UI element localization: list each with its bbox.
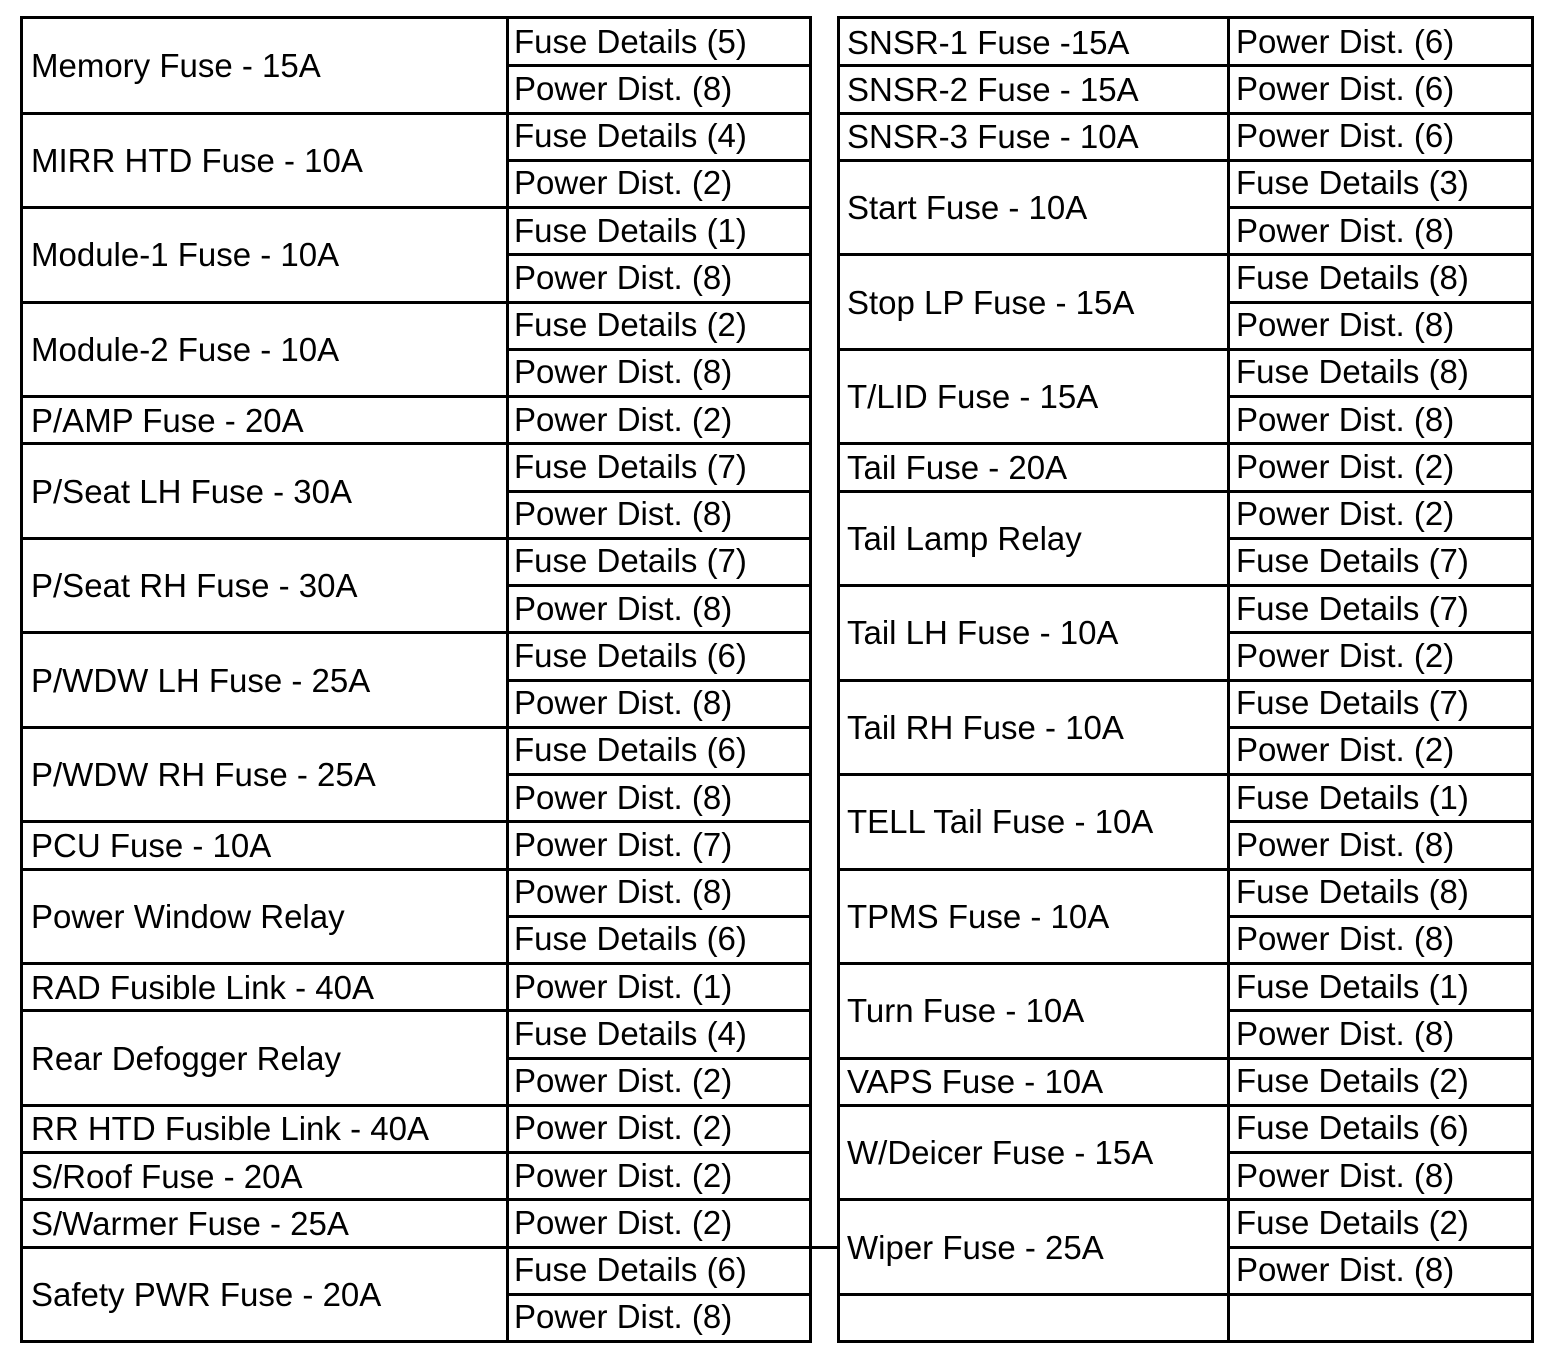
right-sub-row-divider bbox=[1228, 206, 1534, 209]
left-reference-label: Power Dist. (2) bbox=[514, 1203, 733, 1241]
right-reference-label: Power Dist. (8) bbox=[1236, 1251, 1455, 1289]
left-component-label: Power Window Relay bbox=[31, 897, 345, 935]
left-reference-label: Power Dist. (8) bbox=[514, 684, 733, 722]
right-table-top-border bbox=[838, 16, 1534, 19]
right-sub-row-divider bbox=[1228, 631, 1534, 634]
left-row-divider bbox=[21, 1104, 812, 1107]
left-reference-label: Power Dist. (2) bbox=[514, 1062, 733, 1100]
left-sub-row-divider bbox=[507, 159, 812, 162]
right-sub-row-divider bbox=[1228, 915, 1534, 918]
right-component-label: T/LID Fuse - 15A bbox=[847, 378, 1099, 415]
right-reference-label: Fuse Details (2) bbox=[1236, 1203, 1469, 1241]
left-reference-label: Power Dist. (2) bbox=[514, 1156, 733, 1194]
right-row-divider bbox=[838, 348, 1534, 351]
left-component-label: Memory Fuse - 15A bbox=[31, 47, 321, 85]
right-sub-row-divider bbox=[1228, 1151, 1534, 1154]
right-sub-row-divider bbox=[1228, 537, 1534, 540]
left-reference-label: Power Dist. (8) bbox=[514, 495, 733, 533]
right-component-label: W/Deicer Fuse - 15A bbox=[847, 1134, 1154, 1171]
left-reference-label: Fuse Details (5) bbox=[514, 22, 747, 60]
left-component-label: PCU Fuse - 10A bbox=[31, 826, 272, 864]
right-reference-label: Power Dist. (6) bbox=[1236, 69, 1455, 107]
left-row-divider bbox=[21, 537, 812, 540]
right-reference-label: Power Dist. (8) bbox=[1236, 825, 1455, 863]
left-reference-label: Fuse Details (1) bbox=[514, 211, 747, 249]
left-column-separator bbox=[506, 16, 509, 1343]
right-row-divider bbox=[838, 962, 1534, 965]
left-component-label: Rear Defogger Relay bbox=[31, 1039, 341, 1077]
right-row-divider bbox=[838, 490, 1534, 493]
left-reference-label: Fuse Details (6) bbox=[514, 1251, 747, 1289]
left-reference-label: Fuse Details (4) bbox=[514, 1014, 747, 1052]
right-row-divider bbox=[838, 64, 1534, 67]
right-column-separator bbox=[1227, 16, 1230, 1343]
left-component-label: P/Seat RH Fuse - 30A bbox=[31, 567, 358, 604]
left-reference-label: Fuse Details (6) bbox=[514, 636, 747, 674]
left-reference-label: Fuse Details (4) bbox=[514, 117, 747, 155]
left-sub-row-divider bbox=[507, 584, 812, 587]
right-row-divider bbox=[838, 1057, 1534, 1060]
left-sub-row-divider bbox=[507, 64, 812, 67]
left-reference-label: Power Dist. (8) bbox=[514, 778, 733, 816]
right-component-label: Tail Fuse - 20A bbox=[847, 448, 1068, 486]
right-sub-row-divider bbox=[1228, 1246, 1534, 1249]
right-reference-label: Fuse Details (2) bbox=[1236, 1062, 1469, 1100]
right-row-divider bbox=[838, 112, 1534, 115]
right-row-divider bbox=[838, 253, 1534, 256]
right-reference-label: Fuse Details (8) bbox=[1236, 873, 1469, 911]
right-sub-row-divider bbox=[1228, 1009, 1534, 1012]
left-row-divider bbox=[21, 1198, 812, 1201]
left-table-bottom-border bbox=[21, 1340, 812, 1343]
left-reference-label: Power Dist. (2) bbox=[514, 1109, 733, 1147]
right-reference-label: Power Dist. (8) bbox=[1236, 920, 1455, 958]
right-component-label: Stop LP Fuse - 15A bbox=[847, 283, 1135, 321]
right-table-left-border bbox=[837, 16, 840, 1343]
left-sub-row-divider bbox=[507, 348, 812, 351]
left-reference-label: Power Dist. (8) bbox=[514, 589, 733, 627]
right-sub-row-divider bbox=[1228, 820, 1534, 823]
left-component-label: RR HTD Fusible Link - 40A bbox=[31, 1110, 429, 1148]
left-sub-row-divider bbox=[507, 679, 812, 682]
left-component-label: Safety PWR Fuse - 20A bbox=[31, 1275, 382, 1313]
right-reference-label: Power Dist. (8) bbox=[1236, 306, 1455, 344]
left-row-divider bbox=[21, 726, 812, 729]
left-reference-label: Power Dist. (8) bbox=[514, 1298, 733, 1336]
left-row-divider bbox=[21, 1151, 812, 1154]
right-reference-label: Fuse Details (3) bbox=[1236, 164, 1469, 202]
right-component-label: SNSR-3 Fuse - 10A bbox=[847, 118, 1139, 156]
left-component-label: P/WDW RH Fuse - 25A bbox=[31, 756, 376, 793]
right-reference-label: Fuse Details (1) bbox=[1236, 778, 1469, 816]
right-table-bottom-border bbox=[838, 1340, 1534, 1343]
left-reference-label: Power Dist. (2) bbox=[514, 400, 733, 438]
right-component-label: Tail RH Fuse - 10A bbox=[847, 708, 1124, 746]
left-reference-label: Fuse Details (7) bbox=[514, 447, 747, 485]
right-row-divider bbox=[838, 1104, 1534, 1107]
right-component-label: TELL Tail Fuse - 10A bbox=[847, 803, 1154, 841]
right-sub-row-divider bbox=[1228, 301, 1534, 304]
left-component-label: RAD Fusible Link - 40A bbox=[31, 968, 374, 1006]
right-reference-label: Power Dist. (8) bbox=[1236, 400, 1455, 438]
right-row-divider bbox=[838, 159, 1534, 162]
left-row-divider bbox=[21, 1246, 812, 1249]
right-reference-label: Power Dist. (2) bbox=[1236, 495, 1455, 533]
left-row-divider bbox=[21, 962, 812, 965]
right-reference-label: Fuse Details (7) bbox=[1236, 589, 1469, 627]
right-component-label: TPMS Fuse - 10A bbox=[847, 897, 1110, 935]
gutter-connector bbox=[810, 1246, 839, 1249]
right-row-divider bbox=[838, 679, 1534, 682]
right-reference-label: Power Dist. (8) bbox=[1236, 1156, 1455, 1194]
right-row-divider bbox=[838, 1293, 1534, 1296]
right-component-label: Tail Lamp Relay bbox=[847, 519, 1082, 557]
left-row-divider bbox=[21, 301, 812, 304]
right-reference-label: Fuse Details (7) bbox=[1236, 684, 1469, 722]
right-reference-label: Fuse Details (8) bbox=[1236, 258, 1469, 296]
right-component-label: Start Fuse - 10A bbox=[847, 189, 1088, 226]
left-component-label: P/Seat LH Fuse - 30A bbox=[31, 472, 352, 510]
right-reference-label: Fuse Details (6) bbox=[1236, 1109, 1469, 1147]
right-sub-row-divider bbox=[1228, 726, 1534, 729]
right-component-label: Wiper Fuse - 25A bbox=[847, 1228, 1104, 1266]
left-sub-row-divider bbox=[507, 1057, 812, 1060]
left-table-top-border bbox=[21, 16, 812, 19]
right-component-label: VAPS Fuse - 10A bbox=[847, 1063, 1104, 1101]
left-row-divider bbox=[21, 631, 812, 634]
left-reference-label: Power Dist. (8) bbox=[514, 258, 733, 296]
right-component-label: SNSR-1 Fuse -15A bbox=[847, 23, 1130, 61]
right-reference-label: Power Dist. (2) bbox=[1236, 731, 1455, 769]
left-sub-row-divider bbox=[507, 253, 812, 256]
right-reference-label: Power Dist. (8) bbox=[1236, 211, 1455, 249]
left-sub-row-divider bbox=[507, 773, 812, 776]
right-sub-row-divider bbox=[1228, 395, 1534, 398]
left-table-left-border bbox=[20, 16, 23, 1343]
left-reference-label: Fuse Details (6) bbox=[514, 731, 747, 769]
left-reference-label: Power Dist. (8) bbox=[514, 873, 733, 911]
left-component-label: S/Roof Fuse - 20A bbox=[31, 1157, 303, 1195]
left-component-label: Module-1 Fuse - 10A bbox=[31, 236, 340, 274]
left-row-divider bbox=[21, 395, 812, 398]
left-reference-label: Power Dist. (8) bbox=[514, 353, 733, 391]
left-sub-row-divider bbox=[507, 490, 812, 493]
right-reference-label: Power Dist. (6) bbox=[1236, 22, 1455, 60]
right-reference-label: Power Dist. (6) bbox=[1236, 117, 1455, 155]
left-reference-label: Fuse Details (2) bbox=[514, 306, 747, 344]
left-table-right-border bbox=[809, 16, 812, 1343]
left-row-divider bbox=[21, 820, 812, 823]
right-reference-label: Fuse Details (1) bbox=[1236, 967, 1469, 1005]
left-component-label: P/WDW LH Fuse - 25A bbox=[31, 661, 371, 699]
left-row-divider bbox=[21, 1009, 812, 1012]
right-component-label: Turn Fuse - 10A bbox=[847, 992, 1085, 1030]
left-reference-label: Power Dist. (8) bbox=[514, 69, 733, 107]
right-row-divider bbox=[838, 773, 1534, 776]
left-sub-row-divider bbox=[507, 915, 812, 918]
left-component-label: P/AMP Fuse - 20A bbox=[31, 401, 304, 439]
left-component-label: S/Warmer Fuse - 25A bbox=[31, 1204, 349, 1242]
left-row-divider bbox=[21, 442, 812, 445]
right-reference-label: Power Dist. (8) bbox=[1236, 1014, 1455, 1052]
left-reference-label: Fuse Details (7) bbox=[514, 542, 747, 580]
right-table-right-border bbox=[1531, 16, 1534, 1343]
right-row-divider bbox=[838, 584, 1534, 587]
right-component-label: Tail LH Fuse - 10A bbox=[847, 614, 1119, 652]
left-row-divider bbox=[21, 112, 812, 115]
left-sub-row-divider bbox=[507, 1293, 812, 1296]
right-row-divider bbox=[838, 442, 1534, 445]
right-row-divider bbox=[838, 868, 1534, 871]
left-reference-label: Power Dist. (7) bbox=[514, 825, 733, 863]
left-reference-label: Power Dist. (2) bbox=[514, 164, 733, 202]
right-reference-label: Power Dist. (2) bbox=[1236, 636, 1455, 674]
right-reference-label: Power Dist. (2) bbox=[1236, 447, 1455, 485]
left-component-label: Module-2 Fuse - 10A bbox=[31, 330, 340, 368]
right-row-divider bbox=[838, 1198, 1534, 1201]
left-reference-label: Power Dist. (1) bbox=[514, 967, 733, 1005]
left-row-divider bbox=[21, 206, 812, 209]
right-component-label: SNSR-2 Fuse - 15A bbox=[847, 70, 1139, 108]
right-reference-label: Fuse Details (8) bbox=[1236, 353, 1469, 391]
left-component-label: MIRR HTD Fuse - 10A bbox=[31, 141, 363, 179]
left-row-divider bbox=[21, 868, 812, 871]
right-reference-label: Fuse Details (7) bbox=[1236, 542, 1469, 580]
left-reference-label: Fuse Details (6) bbox=[514, 920, 747, 958]
